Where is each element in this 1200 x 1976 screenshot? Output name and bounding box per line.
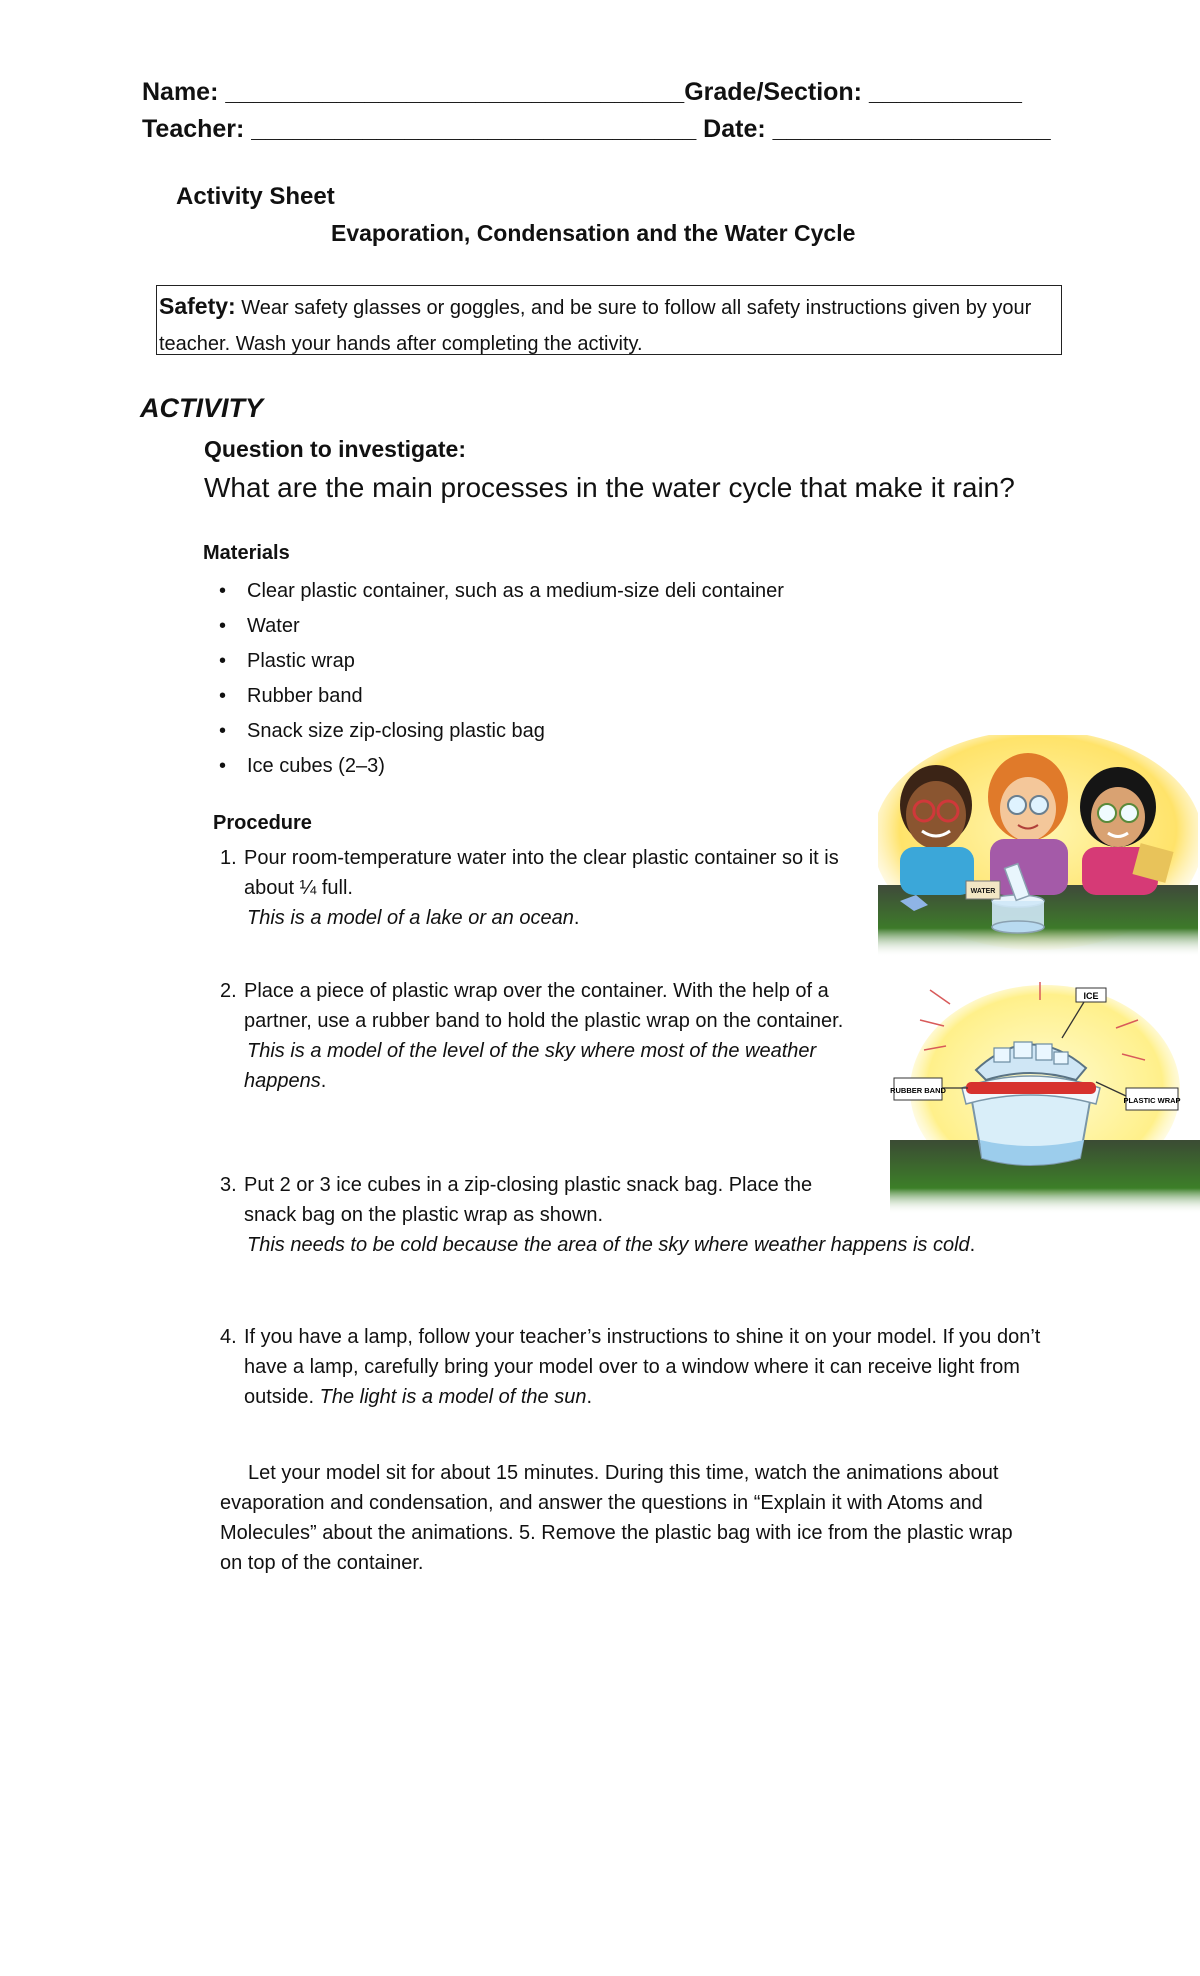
material-text: Ice cubes (2–3) [247,755,385,777]
step-number: 1. [220,847,237,869]
list-item [203,574,903,609]
water-cycle-model-illustration [890,980,1200,1214]
materials-list [203,574,903,784]
water-label: WATER [970,888,996,895]
plastic-container [962,1076,1100,1165]
list-item [203,714,903,749]
list-item [203,749,903,784]
material-text: Rubber band [247,685,363,707]
safety-label: Safety: [159,293,236,319]
procedure-step-4 [220,1322,1080,1412]
plastic-wrap-label: PLASTIC WRAP [1123,1096,1181,1105]
question-text: What are the main processes in the water cycle that make it rain? [204,472,1015,503]
bullet: • [219,650,227,672]
bullet: • [219,720,227,742]
bullet: • [219,685,227,707]
teacher-date-line: Teacher: ________________________________ Date: ____________________ [142,115,1051,143]
kids-experiment-illustration [878,735,1198,957]
step-text: If you have a lamp, follow your teacher’s instructions to shine it on your model. If you don’t have a lamp, carefully bring your model over to a window where it can receive light from outside. [244,1326,1041,1408]
material-text: Snack size zip-closing plastic bag [247,720,545,742]
step-number: 2. [220,980,237,1002]
rubber-band [966,1082,1096,1094]
kid-middle [988,753,1068,895]
main-title: Evaporation, Condensation and the Water Cycle [331,220,856,246]
step-number: 4. [220,1326,237,1348]
bullet: • [219,580,227,602]
kid-left [900,765,974,895]
safety-box [156,285,1062,355]
materials-label: Materials [203,542,290,564]
sheet-title: Activity Sheet [176,183,335,210]
list-item [203,644,903,679]
material-text: Clear plastic container, such as a medium-size deli container [247,580,784,602]
question-label: Question to investigate: [204,436,466,462]
activity-heading: ACTIVITY [140,393,264,423]
procedure-label: Procedure [213,812,312,834]
step-end: . [586,1386,593,1408]
step-note: This is a model of a lake or an ocean [247,907,574,929]
safety-text: Wear safety glasses or goggles, and be sure to follow all safety instructions given by your teacher. Wash your hands after completing the activity. [159,297,1032,355]
procedure-step-1 [220,843,860,933]
step-note: This is a model of the level of the sky where most of the weather happens [244,1040,817,1092]
list-item [203,609,903,644]
step-end: . [573,907,580,929]
step-end: . [969,1234,976,1256]
name-grade-line: Name: _________________________________Grade/Section: ___________ [142,78,1022,106]
step-note: The light is a model of the sun [319,1386,587,1408]
material-text: Plastic wrap [247,650,355,672]
material-text: Water [247,615,300,637]
closing-paragraph: Let your model sit for about 15 minutes. During this time, watch the animations about evaporation and condensation, and answer the questions in “Explain it with Atoms and Molecules” about the animations. 5. Remove the plastic bag with ice from the plastic wrap on top of the container. [220,1462,1013,1574]
bullet: • [219,755,227,777]
step-text: Place a piece of plastic wrap over the container. With the help of a partner, use a rubber band to hold the plastic wrap on the container. [244,980,844,1032]
step-text: Put 2 or 3 ice cubes in a zip-closing plastic snack bag. Place the snack bag on the plastic wrap as shown. [244,1174,813,1226]
list-item [203,679,903,714]
step-number: 3. [220,1174,237,1196]
step-end: . [320,1070,327,1092]
step-note: This needs to be cold because the area of the sky where weather happens is cold [247,1234,970,1256]
rubber-band-label: RUBBER BAND [890,1086,946,1095]
ice-label: ICE [1083,991,1099,1001]
step-text: Pour room-temperature water into the clear plastic container so it is about ¼ full. [244,847,839,899]
procedure-step-2 [220,976,860,1096]
bullet: • [219,615,227,637]
